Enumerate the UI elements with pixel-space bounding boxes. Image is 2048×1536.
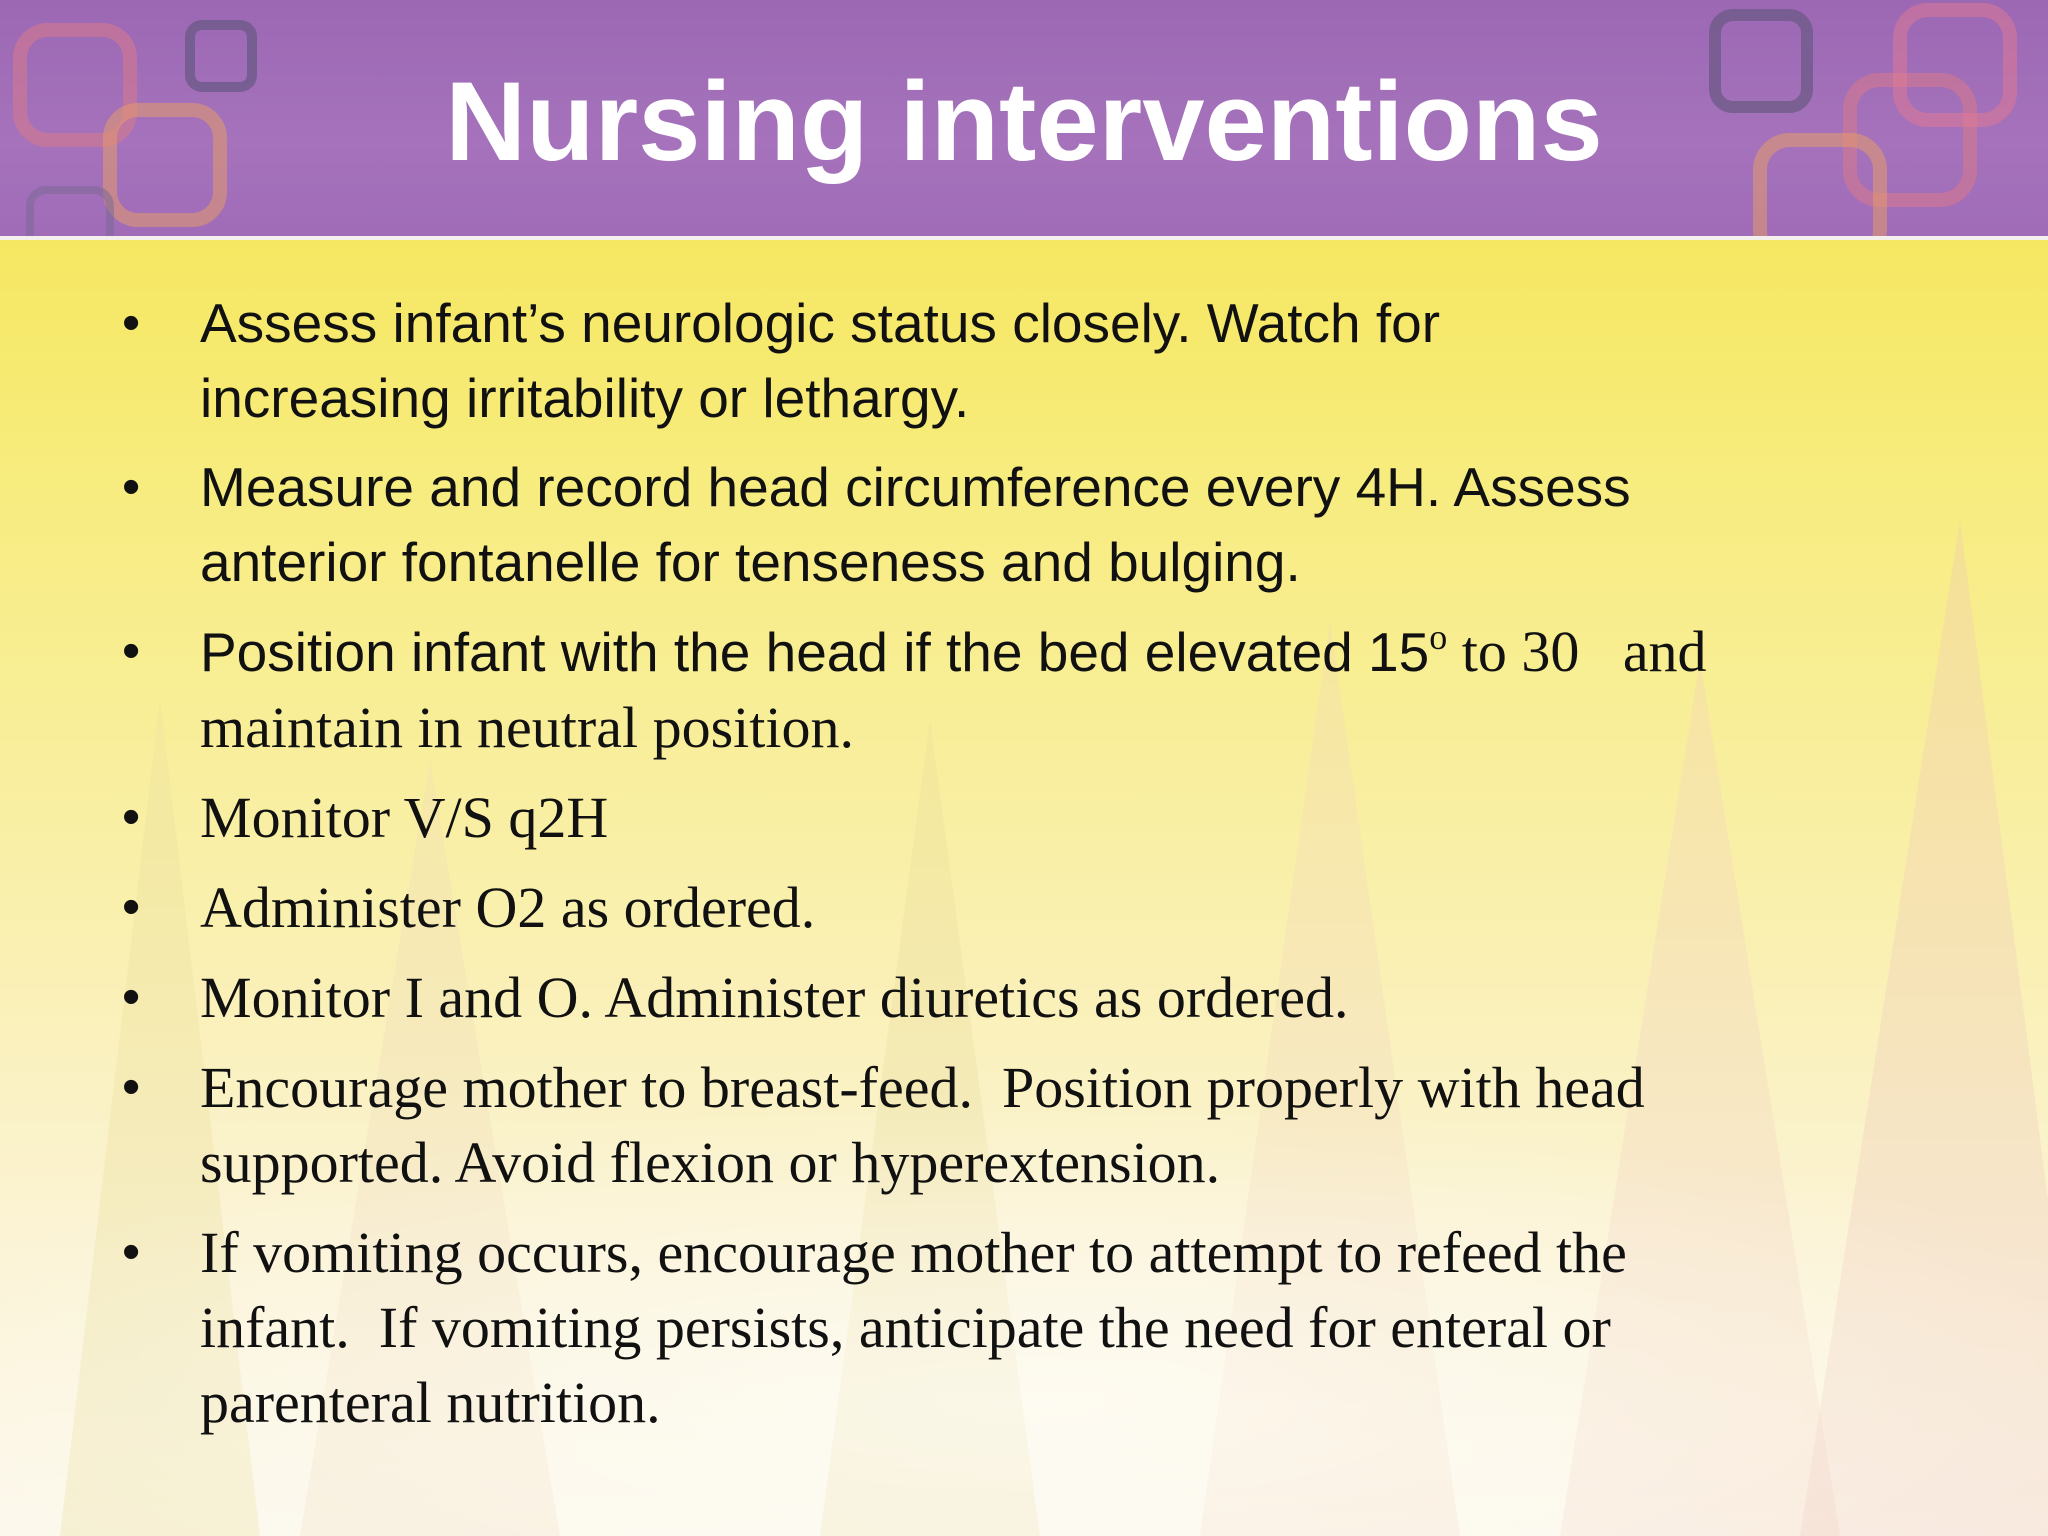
bullet-item bbox=[118, 780, 1978, 855]
bullet-item bbox=[118, 614, 1978, 766]
bullet-marker: • bbox=[122, 968, 141, 1026]
bullet-text-sans: Position infant with the head if the bed elevated 15 bbox=[200, 621, 1430, 683]
bullet-item bbox=[118, 286, 1978, 436]
bullet-text-line: maintain in neutral position. bbox=[200, 695, 855, 760]
bullet-text-line: supported. Avoid flexion or hyperextension. bbox=[200, 1130, 1221, 1195]
bullet-text-line: Assess infant’s neurologic status closely. Watch for bbox=[200, 292, 1441, 354]
bullet-text-line: Encourage mother to breast-feed. Position properly with head bbox=[200, 1055, 1645, 1120]
bullet-text-line: If vomiting occurs, encourage mother to attempt to refeed the bbox=[200, 1220, 1627, 1285]
bullet-item bbox=[118, 450, 1978, 600]
bullet-item bbox=[118, 1215, 1978, 1440]
bullet-text-line: Monitor I and O. Administer diuretics as ordered. bbox=[200, 965, 1349, 1030]
degree-mark: o bbox=[1429, 617, 1448, 657]
bullet-text-line: Administer O2 as ordered. bbox=[200, 875, 816, 940]
title-bar bbox=[0, 0, 2048, 236]
bullet-marker: • bbox=[122, 1223, 141, 1281]
bullet-text-line: infant. If vomiting persists, anticipate the need for enteral or bbox=[200, 1295, 1611, 1360]
bullet-marker: • bbox=[122, 1058, 141, 1116]
bullet-text-line: Measure and record head circumference every 4H. Assess bbox=[200, 456, 1631, 518]
bullet-text-line: parenteral nutrition. bbox=[200, 1370, 661, 1435]
bullet-marker: • bbox=[122, 788, 141, 846]
bullet-marker: • bbox=[122, 458, 141, 516]
bullet-text-serif: to 30 and bbox=[1447, 619, 1707, 684]
bullet-text-line: increasing irritability or lethargy. bbox=[200, 367, 970, 429]
bullet-item bbox=[118, 1050, 1978, 1200]
bullet-marker: • bbox=[122, 294, 141, 352]
title-divider bbox=[0, 236, 2048, 240]
bullet-item bbox=[118, 870, 1978, 945]
bullet-text-line: anterior fontanelle for tenseness and bulging. bbox=[200, 531, 1301, 593]
bullet-marker: • bbox=[122, 622, 141, 680]
slide-title: Nursing interventions bbox=[445, 59, 1603, 184]
bullet-marker: • bbox=[122, 878, 141, 936]
bullet-text-line: Monitor V/S q2H bbox=[200, 785, 609, 850]
bullet-list bbox=[118, 286, 1978, 1455]
bullet-item bbox=[118, 960, 1978, 1035]
